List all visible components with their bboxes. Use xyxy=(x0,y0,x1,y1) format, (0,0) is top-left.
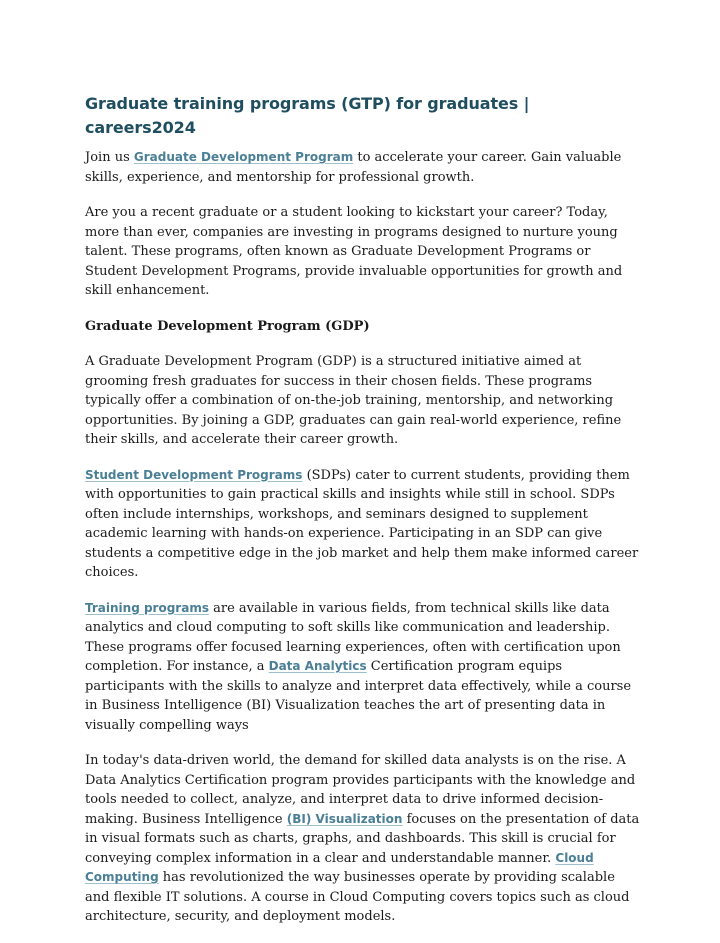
intro-text-start: Join us xyxy=(85,150,134,165)
overview-paragraph: Are you a recent graduate or a student looking to kickstart your career? Today, more than ever, companies are investing in programs designed to nurture young talent. These programs, often known as Graduate Development Programs or Student Development Programs, provide invaluable opportunities for growth and skill enhancement. xyxy=(85,205,623,298)
training-paragraph xyxy=(85,599,640,736)
sdp-paragraph xyxy=(85,466,640,583)
gdp-paragraph: A Graduate Development Program (GDP) is a structured initiative aimed at grooming fresh graduates for success in their chosen fields. These programs typically offer a combination of on-the-job training, mentorship, and networking opportunities. By joining a GDP, graduates can gain real-world experience, refine their skills, and accelerate their career growth. xyxy=(85,354,622,447)
data-driven-text-start: In today's data-driven world, the demand for skilled data analysts is on the rise. A Data Analytics Certification program provides participants with the knowledge and tools needed to collect, analyze, and interpret data to drive informed decision-making. Business Intelligence xyxy=(85,753,636,827)
gdp-heading: Graduate Development Program (GDP) xyxy=(85,318,370,334)
cloud-computing-link[interactable]: Cloud Computing xyxy=(85,850,594,884)
data-driven-paragraph xyxy=(85,751,640,927)
bi-visualization-link[interactable]: (BI) Visualization xyxy=(286,811,403,826)
training-programs-link[interactable]: Training programs xyxy=(85,600,209,615)
intro-text-end: to accelerate your career. Gain valuable skills, experience, and mentorship for professional growth. xyxy=(85,150,622,185)
document-page xyxy=(85,92,640,943)
student-development-programs-link[interactable]: Student Development Programs xyxy=(85,467,303,482)
page-title: Graduate training programs (GTP) for graduates | careers2024 xyxy=(85,94,530,137)
intro-paragraph xyxy=(85,148,640,187)
sdp-text: (SDPs) cater to current students, providing them with opportunities to gain practical skills and insights while still in school. SDPs often include internships, workshops, and seminars designed to supplement academic learning with hands-on experience. Participating in an SDP can give students a competitive edge in the job market and help them make informed career choices. xyxy=(85,467,639,580)
training-text-mid: are available in various fields, from technical skills like data analytics and cloud computing to soft skills like communication and leadership. These programs offer focused learning experiences, often with certification upon completion. For instance, a xyxy=(85,600,621,674)
data-driven-text-mid: focuses on the presentation of data in visual formats such as charts, graphs, and dashboards. This skill is crucial for conveying complex information in a clear and understandable manner. xyxy=(85,811,640,866)
data-analytics-link[interactable]: Data Analytics xyxy=(268,659,367,673)
data-driven-text-end: has revolutionized the way businesses operate by providing scalable and flexible IT solutions. A course in Cloud Computing covers topics such as cloud architecture, security, and deployment models. xyxy=(85,870,630,924)
training-text-end: Certification program equips participants with the skills to analyze and interpret data effectively, while a course in Business Intelligence (BI) Visualization teaches the art of presenting data in visually compelling ways xyxy=(85,659,632,733)
graduate-development-program-link[interactable]: Graduate Development Program xyxy=(133,150,354,164)
